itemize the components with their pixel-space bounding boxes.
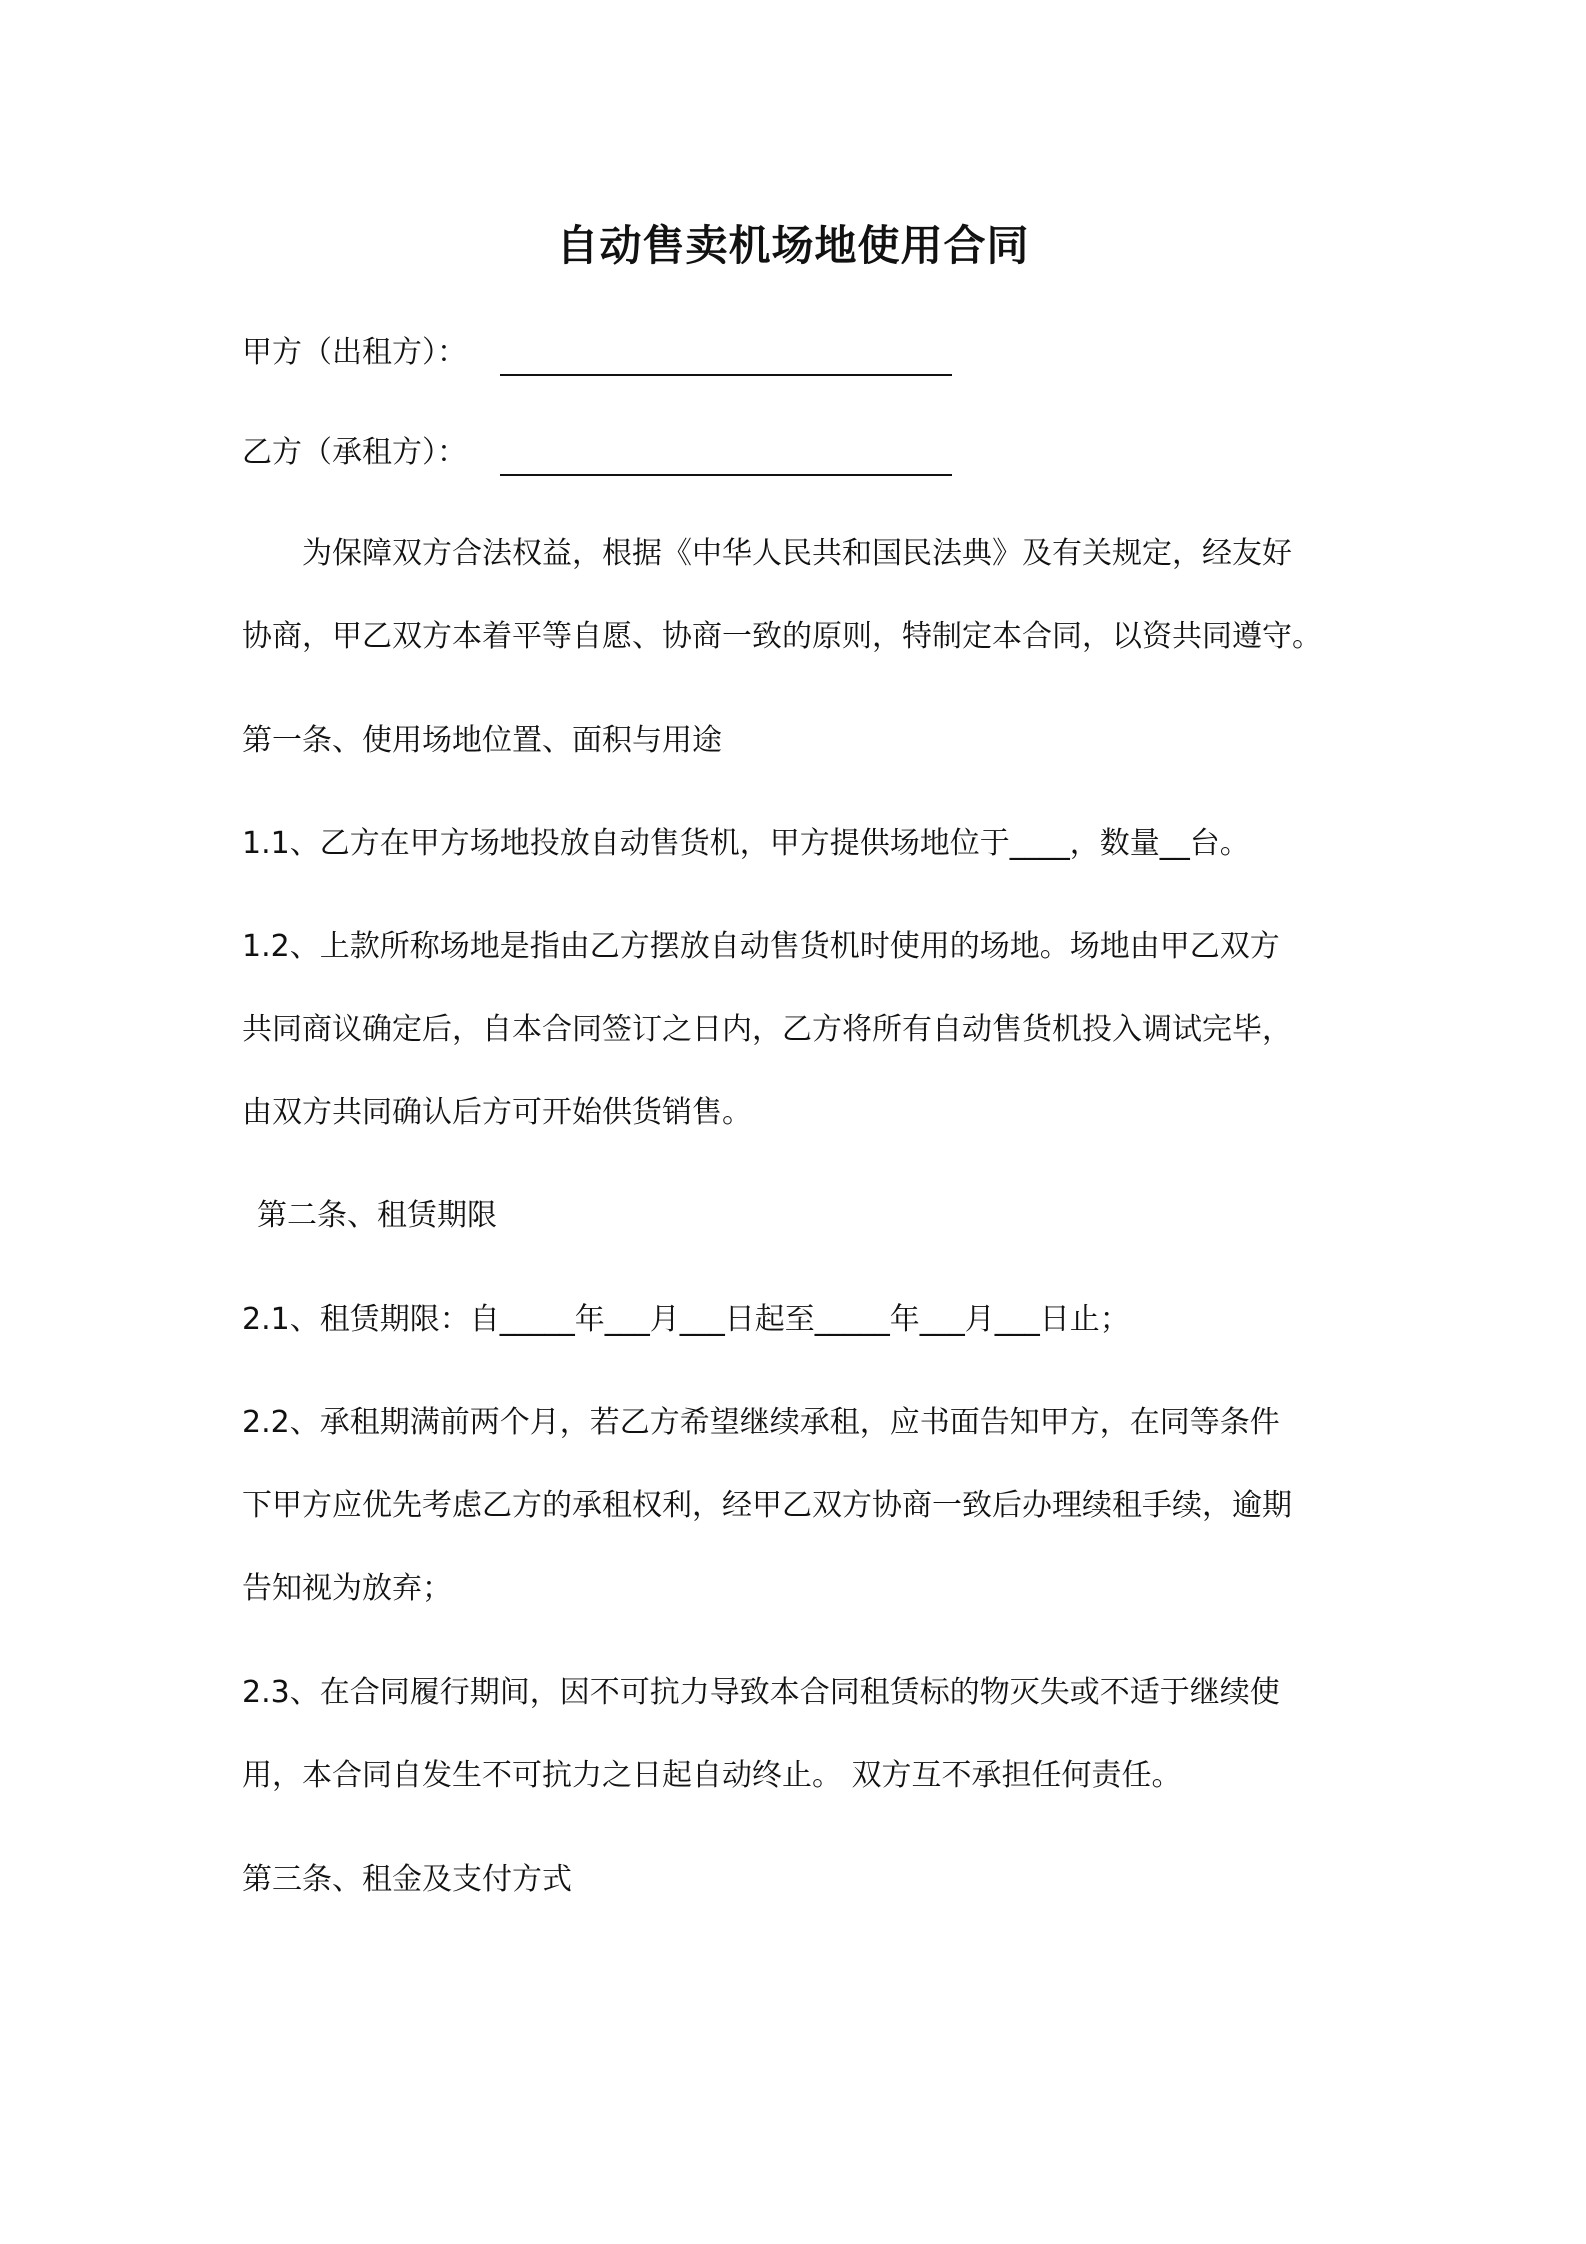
clause-1-2-line-2: 共同商议确定后，自本合同签订之日内，乙方将所有自动售货机投入调试完毕， — [242, 1012, 1292, 1047]
clause-2-2-line-1: 2.2、承租期满前两个月，若乙方希望继续承租，应书面告知甲方，在同等条件 — [242, 1405, 1280, 1440]
clause-1-2-line-1: 1.2、上款所称场地是指由乙方摆放自动售货机时使用的场地。场地由甲乙双方 — [242, 929, 1280, 964]
preamble-line-1: 为保障双方合法权益，根据《中华人民共和国民法典》及有关规定，经友好 — [302, 536, 1292, 571]
preamble-line-2: 协商，甲乙双方本着平等自愿、协商一致的原则，特制定本合同，以资共同遵守。 — [242, 619, 1322, 654]
party-a-line — [242, 328, 1382, 378]
party-b-line — [242, 428, 1382, 478]
clause-2-2-line-3: 告知视为放弃； — [242, 1571, 452, 1606]
article-3-heading: 第三条、租金及支付方式 — [242, 1862, 572, 1897]
article-2-heading: 第二条、租赁期限 — [257, 1198, 497, 1233]
party-a-label: 甲方（出租方）： — [242, 335, 467, 370]
party-a-blank[interactable] — [500, 328, 952, 376]
party-b-blank[interactable] — [500, 428, 952, 476]
article-1-heading: 第一条、使用场地位置、面积与用途 — [242, 723, 722, 758]
party-b-label: 乙方（承租方）： — [242, 435, 467, 470]
clause-2-1: 2.1、租赁期限：自_____年___月___日起至_____年___月___日止； — [242, 1302, 1130, 1337]
clause-1-1: 1.1、乙方在甲方场地投放自动售货机，甲方提供场地位于____，数量__台。 — [242, 826, 1250, 861]
clause-1-2-line-3: 由双方共同确认后方可开始供货销售。 — [242, 1095, 752, 1130]
clause-2-3-line-2: 用，本合同自发生不可抗力之日起自动终止。 双方互不承担任何责任。 — [242, 1758, 1182, 1793]
clause-2-2-line-2: 下甲方应优先考虑乙方的承租权利，经甲乙双方协商一致后办理续租手续，逾期 — [242, 1488, 1292, 1523]
clause-2-3-line-1: 2.3、在合同履行期间，因不可抗力导致本合同租赁标的物灭失或不适于继续使 — [242, 1675, 1280, 1710]
document-title: 自动售卖机场地使用合同 — [556, 221, 1030, 270]
